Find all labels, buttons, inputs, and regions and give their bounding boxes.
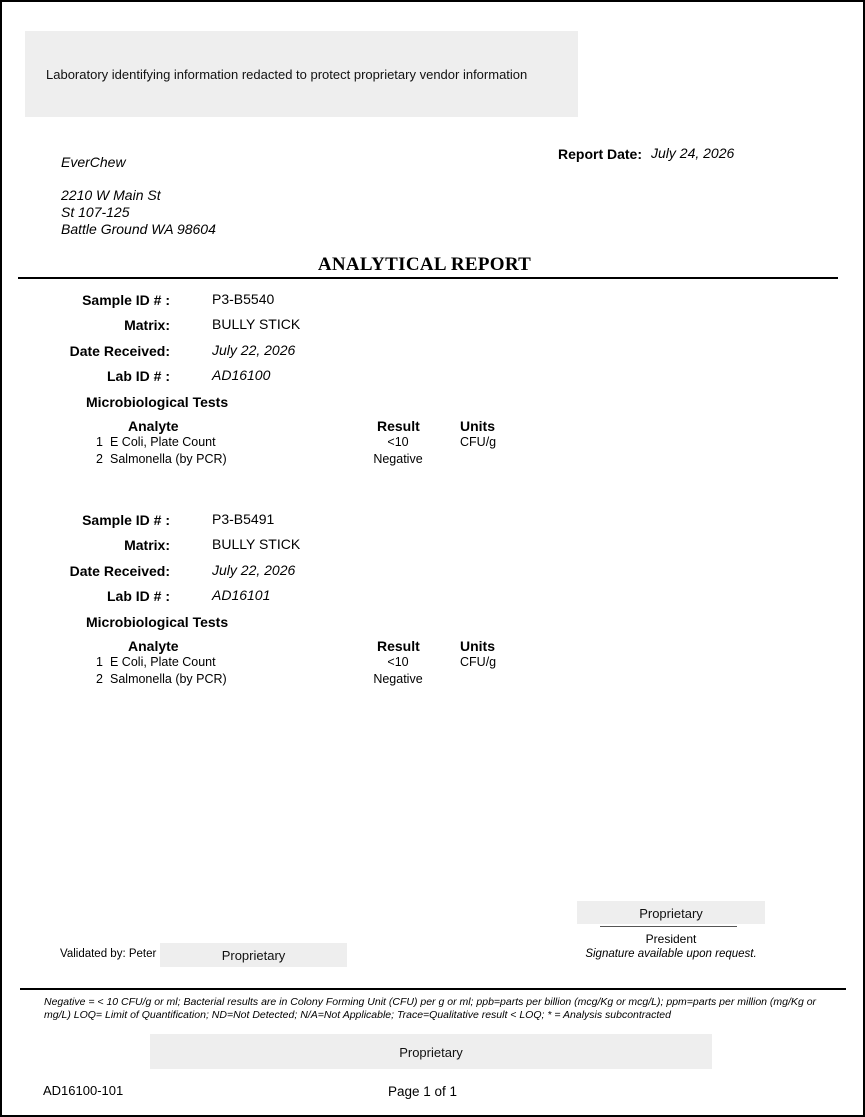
col-analyte: Analyte [128, 418, 179, 434]
validator-redacted-text: Proprietary [221, 948, 286, 963]
col-units: Units [460, 418, 495, 434]
redaction-notice: Laboratory identifying information redacted to protect proprietary vendor information [46, 67, 528, 82]
page-number: Page 1 of 1 [388, 1084, 458, 1099]
signer-title: President [645, 932, 697, 946]
col-result: Result [377, 418, 420, 434]
matrix-value: BULLY STICK [212, 316, 301, 332]
footer-notes: Negative = < 10 CFU/g or ml; Bacterial results are in Colony Forming Unit (CFU) per g or ml; ppb=parts per billion (mcg/Kg or mcg/L); ppm=parts per million (mg/Kg or mg/L) LOQ= Limit of Quantification; ND=Not Detected; N/A=Not Applicable; Trace=Qualitative result < LOQ; * = Analysis subcontracted [44, 996, 817, 1021]
col-units: Units [460, 638, 495, 654]
sample-id-value: P3-B5491 [212, 511, 275, 527]
signer-redaction [577, 901, 765, 924]
row-result: Negative [373, 452, 423, 466]
footer-redacted-text: Proprietary [399, 1045, 463, 1060]
row-analyte: E Coli, Plate Count [110, 435, 216, 449]
sample-id-value: P3-B5540 [212, 291, 275, 307]
row-units: CFU/g [460, 655, 497, 669]
lab-id-label: Lab ID # : [106, 368, 170, 384]
sample-id-label: Sample ID # : [82, 512, 170, 528]
row-analyte: E Coli, Plate Count [110, 655, 216, 669]
page-title: ANALYTICAL REPORT [317, 254, 532, 275]
tests-heading: Microbiological Tests [86, 394, 229, 410]
matrix-label: Matrix: [124, 537, 170, 553]
lab-id-label: Lab ID # : [106, 588, 170, 604]
validator-redaction [160, 943, 347, 967]
signature-note: Signature available upon request. [585, 948, 757, 960]
date-received-value: July 22, 2026 [212, 342, 296, 358]
row-number: 2 [96, 672, 103, 686]
date-received-label: Date Received: [69, 563, 170, 579]
address-line1: 2210 W Main St [61, 187, 161, 203]
matrix-label: Matrix: [124, 317, 170, 333]
client-name: EverChew [61, 154, 126, 170]
sample-id-label: Sample ID # : [82, 292, 170, 308]
lab-info-redaction [25, 31, 578, 117]
signer-redacted-text: Proprietary [639, 906, 703, 921]
title-divider [18, 277, 838, 279]
footer-divider [20, 988, 846, 990]
row-number: 1 [96, 435, 103, 449]
row-analyte: Salmonella (by PCR) [110, 672, 227, 686]
row-number: 1 [96, 655, 103, 669]
address-line2: St 107-125 [61, 204, 130, 220]
row-units: CFU/g [460, 435, 497, 449]
col-result: Result [377, 638, 420, 654]
row-number: 2 [96, 452, 103, 466]
signature-line [600, 926, 737, 927]
col-analyte: Analyte [128, 638, 179, 654]
lab-id-value: AD16100 [212, 367, 271, 383]
validated-by: Validated by: Peter [60, 948, 157, 960]
row-analyte: Salmonella (by PCR) [110, 452, 227, 466]
row-result: <10 [387, 435, 409, 449]
row-result: Negative [373, 672, 423, 686]
address-line3: Battle Ground WA 98604 [61, 221, 216, 237]
report-date-label: Report Date: [558, 146, 643, 162]
lab-id-value: AD16101 [212, 587, 271, 603]
date-received-label: Date Received: [69, 343, 170, 359]
report-date-value: July 24, 2026 [651, 145, 735, 161]
document-id: AD16100-101 [43, 1083, 124, 1098]
matrix-value: BULLY STICK [212, 536, 301, 552]
footer-redaction [150, 1034, 712, 1069]
row-result: <10 [387, 655, 409, 669]
date-received-value: July 22, 2026 [212, 562, 296, 578]
tests-heading: Microbiological Tests [86, 614, 229, 630]
